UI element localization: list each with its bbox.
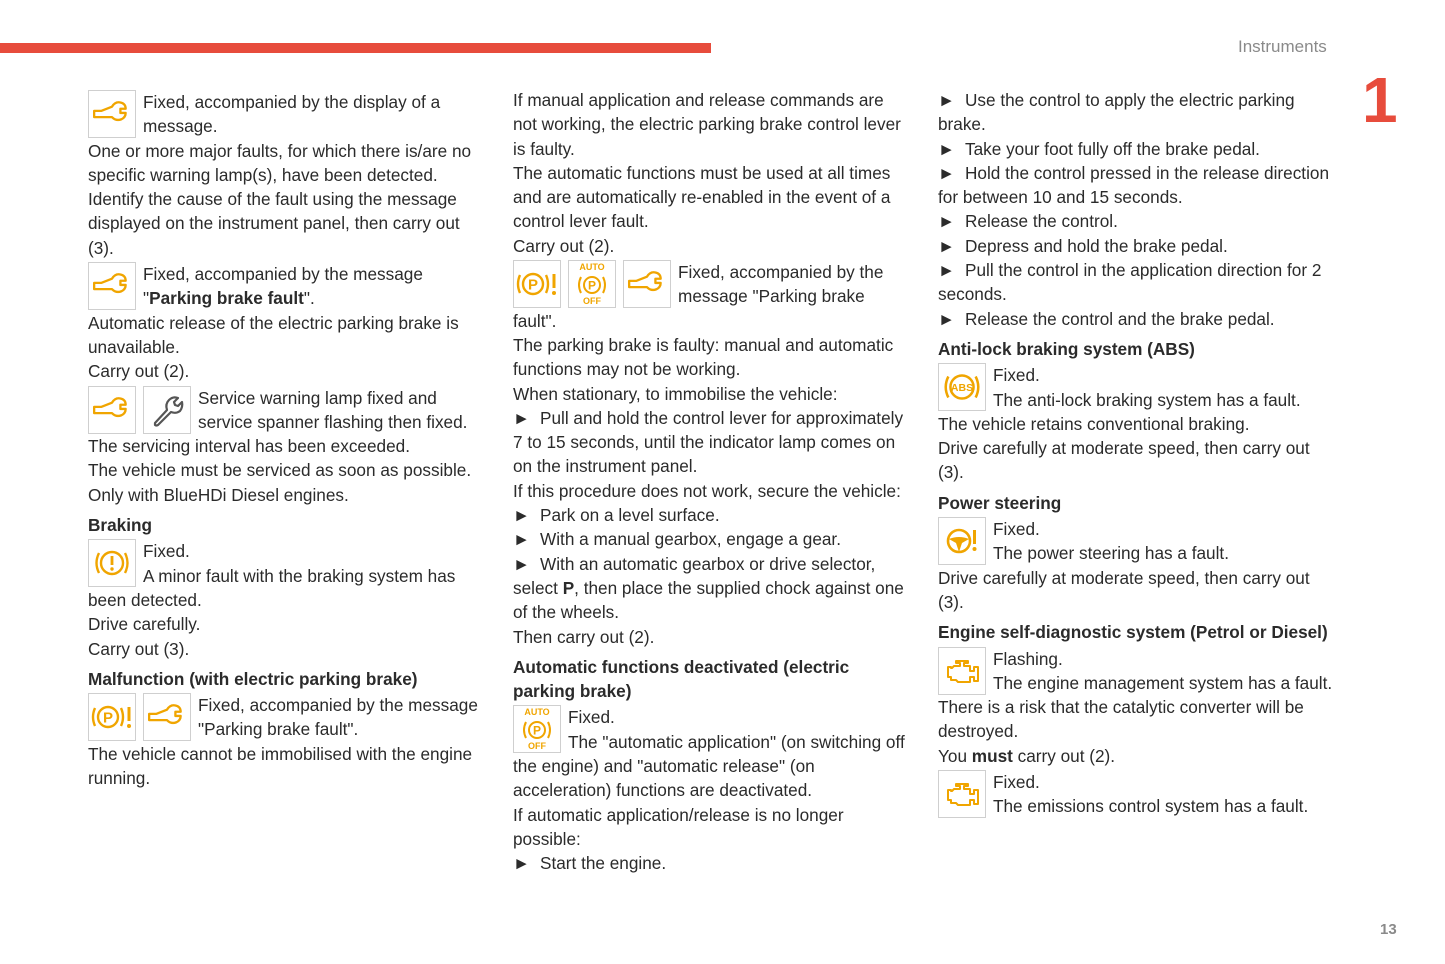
warning-entry — [88, 90, 488, 139]
bullet-item: ► Depress and hold the brake pedal. — [938, 234, 1334, 258]
bullet-item: ► Take your foot fully off the brake pedal. — [938, 137, 1334, 161]
p-label: P — [527, 276, 539, 294]
column-2 — [513, 88, 911, 876]
entry-text: The power steering has a fault. — [993, 543, 1229, 564]
paragraph: The servicing interval has been exceeded. — [88, 436, 410, 457]
bullet-icon: ► — [938, 260, 956, 281]
entry-text: Fixed, accompanied by the message "Parking brake fault". — [513, 262, 884, 331]
paragraph: If this procedure does not work, secure the vehicle: — [513, 480, 901, 501]
auto-parking-off-icon — [513, 705, 561, 753]
p-label: P — [532, 723, 542, 738]
auto-parking-off-icon — [568, 260, 616, 308]
entry-status: Fixed. — [568, 707, 615, 728]
paragraph: Only with BlueHDi Diesel engines. — [88, 484, 349, 505]
service-spanner-icon — [623, 260, 671, 308]
bullet-icon: ► — [938, 138, 956, 159]
bullet-item: ► Release the control and the brake pedal. — [938, 307, 1334, 331]
warning-entry — [938, 517, 1334, 566]
engine-icon — [938, 770, 986, 818]
power-steering-icon — [938, 517, 986, 565]
entry-status: Fixed. — [143, 541, 190, 562]
section-title: Instruments — [1238, 37, 1327, 56]
warning-entry — [88, 539, 488, 612]
paragraph: You must carry out (2). — [938, 745, 1116, 766]
section-heading: Power steering — [938, 492, 1062, 513]
warning-entry — [88, 386, 488, 435]
off-label: OFF — [583, 296, 601, 307]
bullet-item: ► Use the control to apply the electric parking brake. — [938, 90, 1295, 135]
paragraph: If automatic application/release is no longer possible: — [513, 804, 844, 849]
entry-text: The "automatic application" (on switching off the engine) and "automatic release" (on acceleration) functions are deactivated. — [513, 731, 905, 801]
entry-text: ". — [303, 288, 315, 309]
bullet-icon: ► — [513, 853, 531, 874]
entry-status: Fixed. — [993, 365, 1040, 386]
auto-label: AUTO — [579, 262, 605, 273]
entry-text: A minor fault with the braking system has been detected. — [88, 565, 456, 610]
bullet-item: ► Hold the control pressed in the release direction for between 10 and 15 seconds. — [938, 162, 1330, 208]
bullet-icon: ► — [938, 90, 956, 110]
section-heading: Braking — [88, 515, 152, 536]
entry-text: Fixed, accompanied by the message " — [143, 264, 423, 309]
bullet-icon: ► — [513, 529, 531, 550]
bullet-icon: ► — [938, 162, 956, 183]
service-spanner-icon — [88, 90, 136, 138]
engine-icon — [938, 647, 986, 695]
column-3 — [938, 88, 1334, 819]
warning-entry — [88, 693, 488, 742]
paragraph: The vehicle must be serviced as soon as possible. — [88, 460, 472, 481]
entry-status: Fixed. — [993, 519, 1040, 540]
paragraph: Drive carefully at moderate speed, then carry out (3). — [938, 567, 1310, 612]
paragraph: The automatic functions must be used at all times and are automatically re-enabled in the event of a control lever fault. — [513, 162, 891, 232]
header-accent-bar — [0, 43, 711, 53]
entry-text: Service warning lamp fixed and service spanner flashing then fixed. — [198, 387, 468, 432]
parking-brake-fault-icon — [513, 260, 561, 308]
bullet-icon: ► — [938, 235, 956, 256]
bullet-icon: ► — [938, 308, 956, 329]
paragraph: Carry out (3). — [88, 638, 190, 659]
entry-text: The engine management system has a fault. — [993, 672, 1333, 693]
section-heading: Malfunction (with electric parking brake) — [88, 668, 418, 689]
paragraph: The vehicle retains conventional braking. — [938, 413, 1250, 434]
bullet-item: ► Pull the control in the application direction for 2 seconds. — [938, 260, 1322, 305]
section-heading: Engine self-diagnostic system (Petrol or Diesel) — [938, 622, 1328, 643]
abs-icon — [938, 363, 986, 411]
bullet-icon: ► — [938, 211, 956, 232]
p-label: P — [102, 709, 114, 727]
paragraph: The vehicle cannot be immobilised with the engine running. — [88, 743, 473, 789]
paragraph: Then carry out (2). — [513, 626, 655, 647]
entry-text: The emissions control system has a fault. — [993, 796, 1309, 817]
warning-entry — [88, 262, 488, 311]
warning-entry — [938, 770, 1334, 819]
paragraph: Drive carefully. — [88, 614, 201, 635]
paragraph: When stationary, to immobilise the vehicle: — [513, 383, 838, 404]
bullet-item: ► Start the engine. — [513, 851, 911, 875]
paragraph: Automatic release of the electric parking brake is unavailable. — [88, 312, 459, 357]
bullet-item: ► Pull and hold the control lever for approximately 7 to 15 seconds, until the indicator lamp comes on on the instrument panel. — [513, 407, 904, 477]
entry-text: The anti-lock braking system has a fault. — [993, 389, 1301, 410]
warning-entry — [513, 705, 911, 802]
section-heading: Anti-lock braking system (ABS) — [938, 338, 1195, 359]
auto-label: AUTO — [524, 707, 550, 718]
warning-entry — [938, 647, 1334, 696]
spanner-icon — [143, 386, 191, 434]
brake-warning-icon — [88, 539, 136, 587]
p-label: P — [587, 278, 597, 293]
bullet-icon: ► — [513, 553, 531, 574]
entry-status: Flashing. — [993, 648, 1063, 669]
column-1 — [88, 88, 488, 790]
chapter-number: 1 — [1362, 64, 1398, 136]
entry-text-bold: Parking brake fault — [149, 288, 304, 309]
entry-text: Fixed, accompanied by the message "Parking brake fault". — [198, 695, 478, 740]
off-label: OFF — [528, 741, 546, 752]
warning-entry — [938, 363, 1334, 412]
paragraph: If manual application and release commands are not working, the electric parking brake control lever is faulty. — [513, 90, 901, 159]
paragraph: One or more major faults, for which there is/are no specific warning lamp(s), have been detected. Identify the cause of the fault using the message displayed on the instrument panel, then carry out (3). — [88, 140, 472, 258]
paragraph: Carry out (2). — [513, 235, 615, 256]
paragraph: Drive carefully at moderate speed, then carry out (3). — [938, 438, 1310, 483]
entry-status: Fixed. — [993, 772, 1040, 793]
service-spanner-icon — [143, 693, 191, 741]
parking-brake-fault-icon — [88, 693, 136, 741]
service-spanner-icon — [88, 386, 136, 434]
paragraph: Carry out (2). — [88, 361, 190, 382]
warning-entry — [513, 260, 911, 333]
entry-text: Fixed, accompanied by the display of a message. — [143, 92, 441, 137]
abs-label: ABS — [950, 382, 974, 395]
bullet-icon: ► — [513, 505, 531, 526]
bullet-item: ► With a manual gearbox, engage a gear. — [513, 527, 911, 551]
section-heading: Automatic functions deactivated (electric parking brake) — [513, 656, 850, 702]
bullet-item: ► With an automatic gearbox or drive selector, select P, then place the supplied chock against one of the wheels. — [513, 553, 904, 623]
paragraph: There is a risk that the catalytic converter will be destroyed. — [938, 697, 1304, 742]
page-number: 13 — [1380, 921, 1397, 938]
bullet-icon: ► — [513, 407, 531, 428]
bullet-item: ► Release the control. — [938, 209, 1334, 233]
paragraph: The parking brake is faulty: manual and automatic functions may not be working. — [513, 334, 894, 380]
bullet-item: ► Park on a level surface. — [513, 503, 911, 527]
service-spanner-icon — [88, 262, 136, 310]
